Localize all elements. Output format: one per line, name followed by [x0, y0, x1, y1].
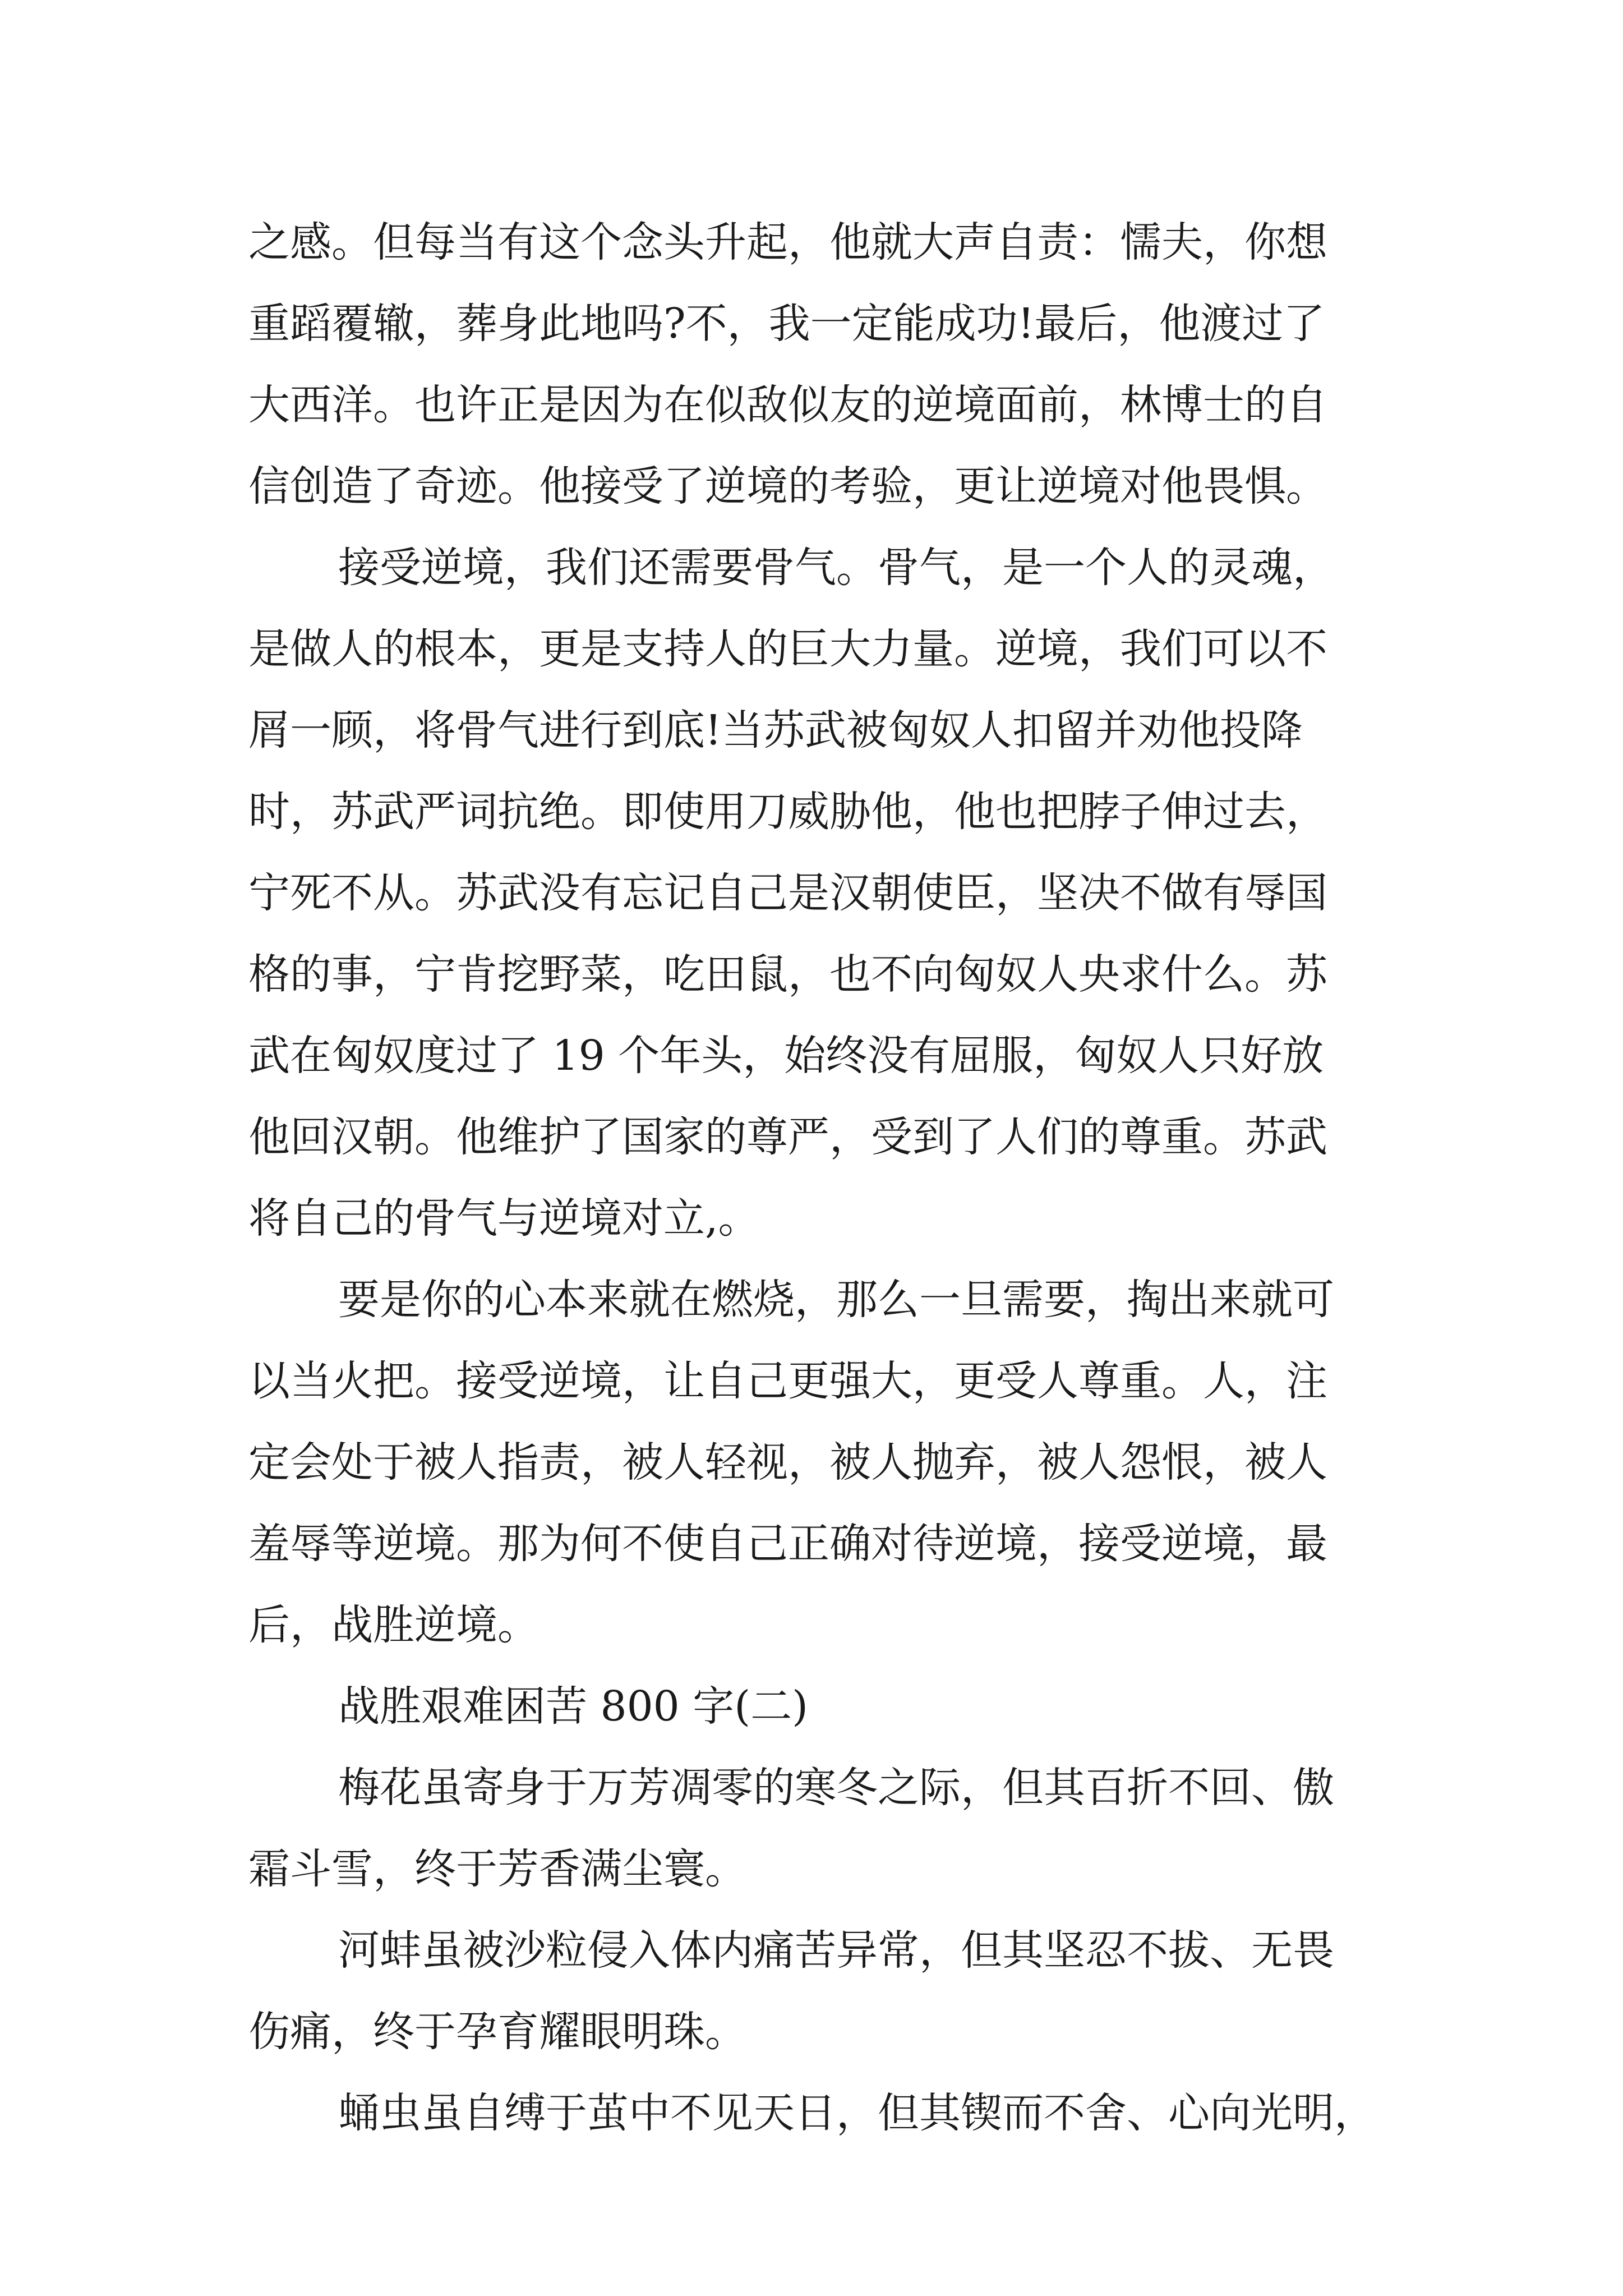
text-line: 武在匈奴度过了 19 个年头，始终没有屈服，匈奴人只好放 [248, 1032, 1324, 1080]
text-line: 是做人的根本，更是支持人的巨大力量。逆境，我们可以不 [248, 625, 1327, 673]
paragraph-first-line: 河蚌虽被沙粒侵入体内痛苦异常，但其坚忍不拔、无畏 [338, 1926, 1334, 1975]
text-line: 格的事，宁肯挖野菜，吃田鼠，也不向匈奴人央求什么。苏 [248, 950, 1327, 999]
text-line: 宁死不从。苏武没有忘记自己是汉朝使臣，坚决不做有辱国 [248, 869, 1327, 917]
text-line: 伤痛，终于孕育耀眼明珠。 [248, 2008, 746, 2056]
text-line: 重蹈覆辙，葬身此地吗?不，我一定能成功!最后，他渡过了 [248, 300, 1325, 348]
paragraph-first-line: 梅花虽寄身于万芳凋零的寒冬之际，但其百折不回、傲 [338, 1764, 1334, 1812]
text-line: 屑一顾，将骨气进行到底!当苏武被匈奴人扣留并劝他投降 [248, 706, 1303, 754]
text-line: 时，苏武严词抗绝。即使用刀威胁他，他也把脖子伸过去， [248, 788, 1327, 836]
text-line: 以当火把。接受逆境，让自己更强大，更受人尊重。人，注 [248, 1357, 1327, 1405]
text-line: 之感。但每当有这个念头升起，他就大声自责：懦夫，你想 [248, 218, 1327, 266]
text-line: 羞辱等逆境。那为何不使自己正确对待逆境，接受逆境，最 [248, 1520, 1327, 1568]
text-line: 信创造了奇迹。他接受了逆境的考验，更让逆境对他畏惧。 [248, 462, 1327, 510]
text-line: 大西洋。也许正是因为在似敌似友的逆境面前，林博士的自 [248, 381, 1327, 429]
paragraph-first-line: 蛹虫虽自缚于茧中不见天日，但其锲而不舍、心向光明， [338, 2089, 1376, 2137]
section-heading: 战胜艰难困苦 800 字(二) [338, 1682, 809, 1731]
paragraph-first-line: 要是你的心本来就在燃烧，那么一旦需要，掏出来就可 [338, 1276, 1334, 1324]
text-line: 将自己的骨气与逆境对立,。 [248, 1194, 760, 1243]
text-line: 定会处于被人指责，被人轻视，被人抛弃，被人怨恨，被人 [248, 1438, 1327, 1487]
text-line: 后，战胜逆境。 [248, 1601, 539, 1649]
paragraph-first-line: 接受逆境，我们还需要骨气。骨气，是一个人的灵魂， [338, 544, 1334, 592]
text-line: 霜斗雪，终于芳香满尘寰。 [248, 1845, 746, 1893]
text-line: 他回汉朝。他维护了国家的尊严，受到了人们的尊重。苏武 [248, 1113, 1327, 1161]
